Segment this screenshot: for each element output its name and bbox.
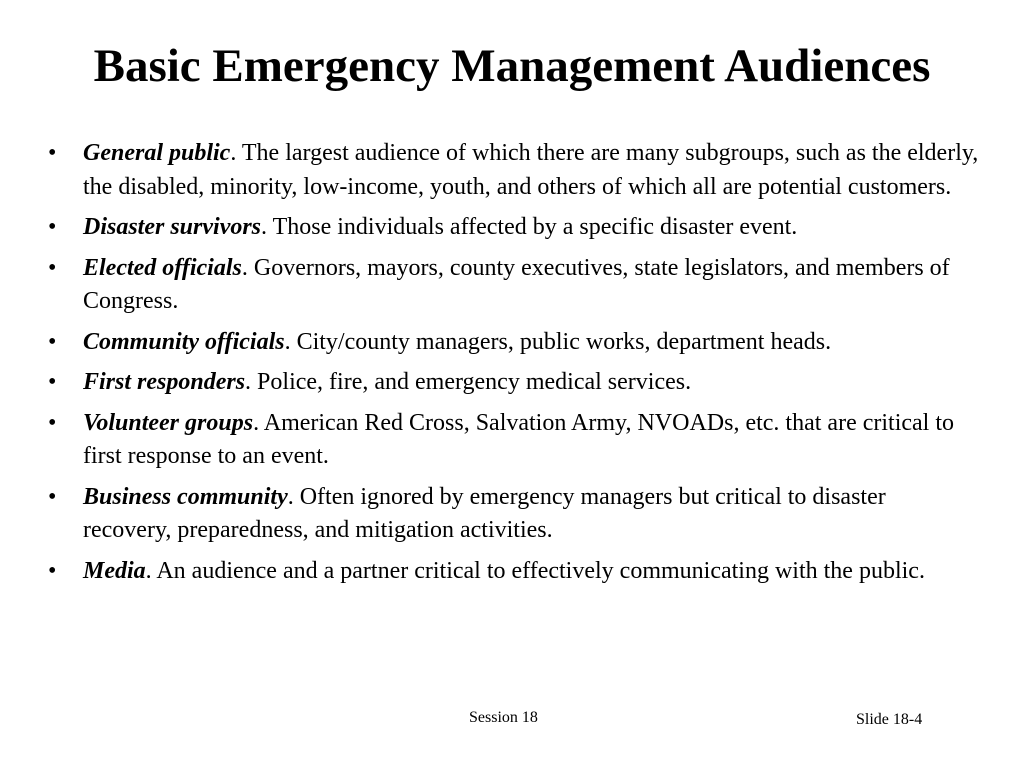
bullet-marker-icon: •: [48, 409, 57, 436]
bullet-term: Elected officials: [83, 254, 242, 281]
bullet-marker-icon: •: [48, 140, 57, 166]
bullet-item-elected-officials: [48, 252, 980, 319]
bullet-text: . American Red Cross, Salvation Army, NVOADs, etc. that are critical to first response to an event.: [83, 409, 955, 469]
bullet-text: . Governors, mayors, county executives, state legislators, and members of Congress.: [83, 254, 950, 314]
bullet-item-business-community: [48, 481, 980, 548]
bullet-term: Disaster survivors: [83, 214, 262, 240]
bullet-term: Community officials: [83, 328, 285, 355]
bullet-term: Volunteer groups: [83, 409, 254, 436]
bullet-item-disaster-survivors: [48, 211, 980, 245]
bullet-item-volunteer-groups: [48, 407, 980, 474]
bullet-text: . Often ignored by emergency managers but critical to disaster recovery, preparedness, and mitigation activities.: [83, 483, 886, 543]
bullet-marker-icon: •: [48, 483, 57, 510]
slide-title: Basic Emergency Management Audiences: [93, 40, 931, 92]
bullet-item-first-responders: [48, 366, 980, 400]
footer-session-label: Session 18: [469, 709, 538, 726]
bullet-marker-icon: •: [48, 214, 57, 240]
bullet-term: Business community: [83, 483, 288, 510]
bullet-text: . City/county managers, public works, department heads.: [284, 328, 832, 355]
bullet-term: First responders: [83, 369, 246, 395]
audience-bullet-list: [48, 137, 980, 595]
bullet-text: . An audience and a partner critical to effectively communicating with the public.: [145, 557, 925, 584]
bullet-marker-icon: •: [48, 254, 57, 281]
bullet-text: . Those individuals affected by a specific disaster event.: [261, 214, 798, 240]
bullet-text: . The largest audience of which there are many subgroups, such as the elderly, the disabled, minority, low-income, youth, and others of which all are potential customers.: [83, 140, 979, 200]
bullet-item-community-officials: [48, 326, 980, 360]
bullet-marker-icon: •: [48, 328, 57, 355]
bullet-marker-icon: •: [48, 369, 57, 395]
bullet-text: . Police, fire, and emergency medical services.: [245, 369, 692, 395]
bullet-item-media: [48, 555, 980, 589]
bullet-term: General public: [83, 140, 231, 166]
footer-slide-number: Slide 18-4: [856, 711, 923, 728]
bullet-term: Media: [83, 557, 146, 584]
bullet-item-general-public: [48, 137, 980, 204]
bullet-marker-icon: •: [48, 557, 57, 584]
